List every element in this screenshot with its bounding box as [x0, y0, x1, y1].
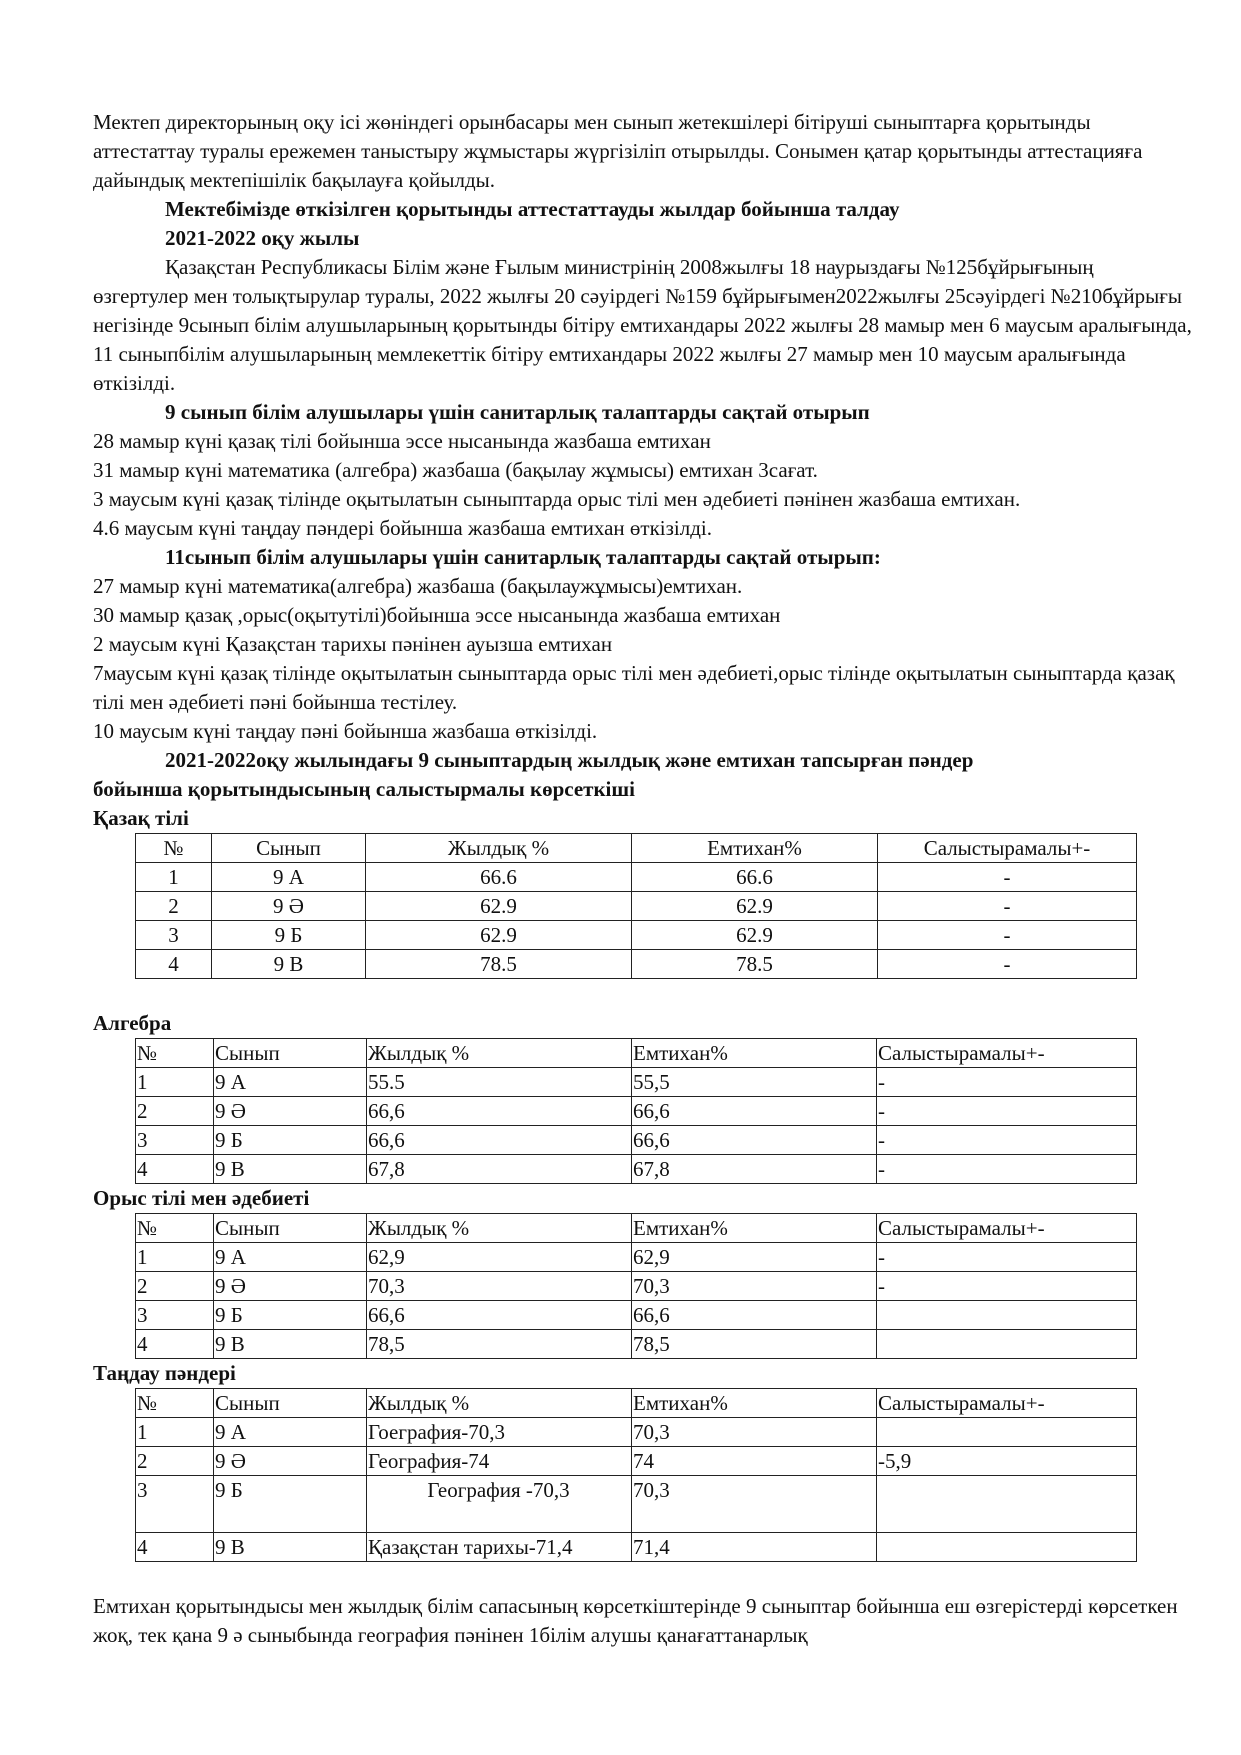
table-cell: -: [878, 863, 1137, 892]
table-cell: 3: [136, 1476, 214, 1533]
table-cell: 1: [136, 1243, 214, 1272]
header-cell: Жылдық %: [366, 834, 632, 863]
table-row: [136, 1418, 1137, 1447]
table-row: [136, 1330, 1137, 1359]
header-cell: Сынып: [214, 1389, 367, 1418]
table-cell: -: [877, 1068, 1137, 1097]
heading-comparison-cont: бойынша қорытындысының салыстырмалы көрсеткіші: [93, 777, 635, 801]
table-cell: 66,6: [367, 1301, 632, 1330]
russian-title: Орыс тілі мен әдебиеті: [93, 1186, 310, 1210]
table-row: [136, 950, 1137, 979]
table-cell: -: [877, 1272, 1137, 1301]
algebra-title: Алгебра: [93, 1011, 172, 1035]
intro-paragraph: Мектеп директорының оқу ісі жөніндегі орынбасары мен сынып жетекшілері бітіруші сыныптарға қорытынды аттестаттау туралы ережемен таныстыру жұмыстары жүргізіліп отырылды. Сонымен қатар қорытынды аттестацияға дайындық мектепішілік бақылауға қойылды.: [93, 110, 1143, 192]
table-cell: 9 В: [214, 1533, 367, 1562]
table-cell: Қазақстан тарихы-71,4: [367, 1533, 632, 1562]
table-cell: 9 А: [212, 863, 366, 892]
header-cell: Салыстырамалы+-: [877, 1039, 1137, 1068]
table-cell: 9 Ә: [214, 1272, 367, 1301]
table-cell: 66,6: [367, 1097, 632, 1126]
table-cell: 9 Б: [214, 1126, 367, 1155]
table-cell: 62.9: [366, 892, 632, 921]
table-cell: 1: [136, 1418, 214, 1447]
table-cell: -: [877, 1097, 1137, 1126]
grade11-item: 30 мамыр қазақ ,орыс(оқытутілі)бойынша эссе нысанында жазбаша емтихан: [93, 603, 781, 627]
grade9-item: 3 маусым күні қазақ тілінде оқытылатын сыныптарда орыс тілі мен әдебиеті пәнінен жазбаша емтихан.: [93, 487, 1021, 511]
table-cell: 66.6: [632, 863, 878, 892]
document-page: [93, 108, 1193, 1650]
table-cell: [877, 1330, 1137, 1359]
table-cell: 4: [136, 950, 212, 979]
table-row: [136, 1476, 1137, 1533]
algebra-table: [135, 1038, 1137, 1184]
table-cell: 62.9: [366, 921, 632, 950]
table-cell: 9 Б: [214, 1301, 367, 1330]
table-cell: 9 Ә: [214, 1097, 367, 1126]
table-cell: География -70,3: [367, 1476, 632, 1533]
table-header-row: [136, 834, 1137, 863]
table-row: [136, 1301, 1137, 1330]
header-cell: Салыстырамалы+-: [878, 834, 1137, 863]
table-cell: -: [877, 1243, 1137, 1272]
grade11-item: 2 маусым күні Қазақстан тарихы пәнінен ауызша емтихан: [93, 632, 613, 656]
table-row: [136, 1155, 1137, 1184]
heading-year: 2021-2022 оқу жылы: [165, 226, 360, 250]
table-header-row: [136, 1214, 1137, 1243]
table-cell: 78.5: [366, 950, 632, 979]
table-cell: 62,9: [367, 1243, 632, 1272]
table-row: [136, 1533, 1137, 1562]
header-cell: №: [136, 1039, 214, 1068]
grade11-item: 27 мамыр күні математика(алгебра) жазбаша (бақылаужұмысы)емтихан.: [93, 574, 743, 598]
table-cell: Гоеграфия-70,3: [367, 1418, 632, 1447]
table-cell: 3: [136, 1301, 214, 1330]
table-cell: 2: [136, 1272, 214, 1301]
header-cell: Салыстырамалы+-: [877, 1389, 1137, 1418]
table-cell: 66,6: [632, 1126, 877, 1155]
table-header-row: [136, 1039, 1137, 1068]
electives-table: [135, 1388, 1137, 1562]
table-cell: 2: [136, 892, 212, 921]
table-row: [136, 1068, 1137, 1097]
table-cell: 9 Ә: [214, 1447, 367, 1476]
header-cell: Сынып: [214, 1214, 367, 1243]
table-cell: 62,9: [632, 1243, 877, 1272]
table-cell: 1: [136, 1068, 214, 1097]
table-cell: 3: [136, 1126, 214, 1155]
header-cell: Жылдық %: [367, 1039, 632, 1068]
header-cell: Емтихан%: [632, 1214, 877, 1243]
table-row: [136, 1243, 1137, 1272]
table-cell: 66,6: [632, 1097, 877, 1126]
header-cell: №: [136, 1214, 214, 1243]
heading-analysis: Мектебімізде өткізілген қорытынды аттестаттауды жылдар бойынша талдау: [165, 197, 900, 221]
table-row: [136, 1097, 1137, 1126]
table-cell: 78.5: [632, 950, 878, 979]
heading-grade11: 11сынып білім алушылары үшін санитарлық талаптарды сақтай отырып:: [165, 545, 881, 569]
table-cell: -5,9: [877, 1447, 1137, 1476]
table-row: [136, 1272, 1137, 1301]
table-row: [136, 1126, 1137, 1155]
table-cell: 2: [136, 1447, 214, 1476]
header-cell: Сынып: [212, 834, 366, 863]
table-cell: 4: [136, 1330, 214, 1359]
table-row: [136, 921, 1137, 950]
table-cell: [877, 1301, 1137, 1330]
table-cell: 70,3: [632, 1418, 877, 1447]
table-cell: 9 В: [214, 1330, 367, 1359]
table-cell: 66,6: [632, 1301, 877, 1330]
header-cell: Емтихан%: [632, 1039, 877, 1068]
table-cell: [877, 1418, 1137, 1447]
table-cell: [877, 1476, 1137, 1533]
table-cell: 9 В: [212, 950, 366, 979]
table-row: [136, 1447, 1137, 1476]
table-cell: 71,4: [632, 1533, 877, 1562]
table-cell: 1: [136, 863, 212, 892]
electives-title: Таңдау пәндері: [93, 1361, 236, 1385]
table-cell: -: [878, 950, 1137, 979]
table-row: [136, 892, 1137, 921]
table-cell: -: [877, 1126, 1137, 1155]
table-cell: 70,3: [632, 1272, 877, 1301]
table-cell: 74: [632, 1447, 877, 1476]
table-cell: 78,5: [632, 1330, 877, 1359]
table-cell: 3: [136, 921, 212, 950]
table-cell: 67,8: [367, 1155, 632, 1184]
table-row: [136, 863, 1137, 892]
table-cell: 9 А: [214, 1418, 367, 1447]
table-cell: 9 Б: [214, 1476, 367, 1533]
russian-table: [135, 1213, 1137, 1359]
spacer: [93, 979, 1193, 1009]
header-cell: Емтихан%: [632, 834, 878, 863]
header-cell: №: [136, 834, 212, 863]
table-cell: 70,3: [367, 1272, 632, 1301]
table-cell: 62.9: [632, 921, 878, 950]
grade9-item: 28 мамыр күні қазақ тілі бойынша эссе нысанында жазбаша емтихан: [93, 429, 711, 453]
table-cell: 62.9: [632, 892, 878, 921]
table-cell: -: [878, 892, 1137, 921]
table-cell: 78,5: [367, 1330, 632, 1359]
table-cell: [877, 1533, 1137, 1562]
grade11-item: 7маусым күні қазақ тілінде оқытылатын сыныптарда орыс тілі мен әдебиеті,орыс тілінде оқытылатын сыныптарда қазақ тілі мен әдебиеті пәні бойынша тестілеу.: [93, 661, 1175, 714]
header-cell: Сынып: [214, 1039, 367, 1068]
table-cell: 67,8: [632, 1155, 877, 1184]
table-cell: 2: [136, 1097, 214, 1126]
table-cell: 9 Б: [212, 921, 366, 950]
grade9-item: 31 мамыр күні математика (алгебра) жазбаша (бақылау жұмысы) емтихан 3сағат.: [93, 458, 818, 482]
table-cell: 9 В: [214, 1155, 367, 1184]
table-cell: 55,5: [632, 1068, 877, 1097]
table-header-row: [136, 1389, 1137, 1418]
table-cell: 66,6: [367, 1126, 632, 1155]
header-cell: №: [136, 1389, 214, 1418]
table-cell: 4: [136, 1533, 214, 1562]
table-cell: 9 Ә: [212, 892, 366, 921]
header-cell: Жылдық %: [367, 1214, 632, 1243]
header-cell: Салыстырамалы+-: [877, 1214, 1137, 1243]
kazakh-table: [135, 833, 1137, 979]
conclusion-paragraph: Емтихан қорытындысы мен жылдық білім сапасының көрсеткіштерінде 9 сыныптар бойынша еш өзгерістерді көрсеткен жоқ, тек қана 9 ә сыныбында география пәнінен 1білім алушы қанағаттанарлық: [93, 1594, 1178, 1647]
table-cell: -: [878, 921, 1137, 950]
table-cell: 66.6: [366, 863, 632, 892]
grade9-item: 4.6 маусым күні таңдау пәндері бойынша жазбаша емтихан өткізілді.: [93, 516, 712, 540]
table-cell: География-74: [367, 1447, 632, 1476]
table-cell: 9 А: [214, 1068, 367, 1097]
order-paragraph: Қазақстан Республикасы Білім және Ғылым министрінің 2008жылғы 18 наурыздағы №125бұйрығының өзгертулер мен толықтырулар туралы, 2022 жылғы 20 сәуірдегі №159 бұйрығымен2022жылғы 25сәуірдегі №210бұйрығы негізінде 9сынып білім алушыларының қорытынды бітіру емтихандары 2022 жылғы 28 мамыр мен 6 маусым аралығында, 11 сыныпбілім алушыларының мемлекеттік бітіру емтихандары 2022 жылғы 27 мамыр мен 10 маусым аралығында өткізілді.: [93, 255, 1192, 395]
header-cell: Жылдық %: [367, 1389, 632, 1418]
header-cell: Емтихан%: [632, 1389, 877, 1418]
grade11-item: 10 маусым күні таңдау пәні бойынша жазбаша өткізілді.: [93, 719, 598, 743]
table-cell: 9 А: [214, 1243, 367, 1272]
table-cell: 55.5: [367, 1068, 632, 1097]
heading-grade9: 9 сынып білім алушылары үшін санитарлық талаптарды сақтай отырып: [165, 400, 870, 424]
heading-comparison: 2021-2022оқу жылындағы 9 сыныптардың жылдық және емтихан тапсырған пәндер: [165, 748, 974, 772]
table-cell: -: [877, 1155, 1137, 1184]
table-cell: 70,3: [632, 1476, 877, 1533]
table-cell: 4: [136, 1155, 214, 1184]
kazakh-title: Қазақ тілі: [93, 806, 189, 830]
